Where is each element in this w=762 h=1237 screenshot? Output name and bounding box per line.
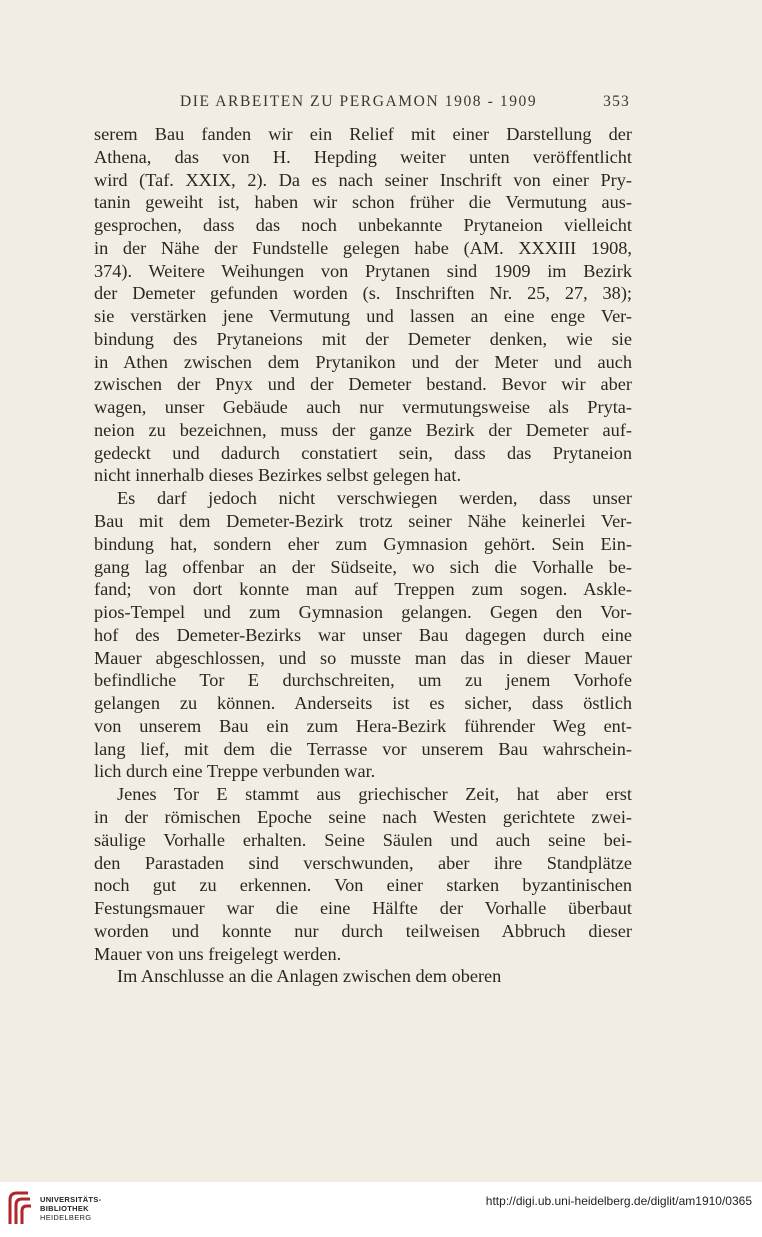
text-line: in Athen zwischen dem Prytanikon und der Meter und auch xyxy=(94,351,632,372)
text-line: nicht innerhalb dieses Bezirkes selbst gelegen hat. xyxy=(94,465,462,486)
text-line: Festungsmauer war die eine Hälfte der Vorhalle überbaut xyxy=(94,898,632,919)
text-line: lang lief, mit dem die Terrasse vor unserem Bau wahrschein- xyxy=(94,738,632,759)
library-name-line1: UNIVERSITÄTS- xyxy=(40,1195,102,1204)
library-name-line3: HEIDELBERG xyxy=(40,1213,92,1222)
university-library-logo-icon[interactable] xyxy=(6,1188,34,1228)
library-name xyxy=(40,1195,101,1222)
text-line: Mauer von uns freigelegt werden. xyxy=(94,943,342,964)
text-line: fand; von dort konnte man auf Treppen zum sogen. Askle- xyxy=(94,579,632,600)
text-line: gedeckt und dadurch constatiert sein, dass das Prytaneion xyxy=(94,442,632,463)
text-line: Bau mit dem Demeter-Bezirk trotz seiner Nähe keinerlei Ver- xyxy=(94,511,632,532)
text-line: serem Bau fanden wir ein Relief mit einer Darstellung der xyxy=(94,124,632,144)
header-title: DIE ARBEITEN ZU PERGAMON 1908 - 1909 xyxy=(180,93,538,110)
text-line: der Demeter gefunden worden (s. Inschriften Nr. 25, 27, 38); xyxy=(94,283,632,304)
text-line: pios-Tempel und zum Gymnasion gelangen. Gegen den Vor- xyxy=(94,602,632,623)
text-line: von unserem Bau ein zum Hera-Bezirk führender Weg ent- xyxy=(94,715,632,736)
text-line: noch gut zu erkennen. Von einer starken byzantinischen xyxy=(94,875,632,896)
text-line: Es darf jedoch nicht verschwiegen werden, dass unser xyxy=(117,488,632,509)
text-line: gang lag offenbar an der Südseite, wo sich die Vorhalle be- xyxy=(94,556,632,577)
text-line: worden und konnte nur durch teilweisen Abbruch dieser xyxy=(94,920,632,941)
text-line: bindung hat, sondern eher zum Gymnasion gehört. Sein Ein- xyxy=(94,533,632,554)
text-line: sie verstärken jene Vermutung und lassen an eine enge Ver- xyxy=(94,306,632,327)
text-line: Athena, das von H. Hepding weiter unten veröffentlicht xyxy=(94,146,632,167)
page-number: 353 xyxy=(603,93,630,110)
text-line: den Parastaden sind verschwunden, aber ihre Standplätze xyxy=(94,852,632,873)
text-line: 374). Weitere Weihungen von Prytanen sind 1909 im Bezirk xyxy=(94,260,632,281)
viewer-footer xyxy=(0,1182,762,1237)
text-line: neion zu bezeichnen, muss der ganze Bezirk der Demeter auf- xyxy=(94,419,632,440)
text-line: gelangen zu können. Anderseits ist es sicher, dass östlich xyxy=(94,693,632,714)
text-line: Im Anschlusse an die Anlagen zwischen dem oberen xyxy=(117,966,502,987)
running-header xyxy=(180,89,630,115)
text-line: bindung des Prytaneions mit der Demeter denken, wie sie xyxy=(94,328,632,349)
text-line: wagen, unser Gebäude auch nur vermutungsweise als Pryta- xyxy=(94,397,632,418)
text-line: wird (Taf. XXIX, 2). Da es nach seiner Inschrift von einer Pry- xyxy=(94,169,632,190)
text-line: in der Nähe der Fundstelle gelegen habe (AM. XXXIII 1908, xyxy=(94,237,632,258)
text-line: in der römischen Epoche seine nach Westen gerichtete zwei- xyxy=(94,806,632,827)
text-line: hof des Demeter-Bezirks war unser Bau dagegen durch eine xyxy=(94,624,632,645)
text-line: säulige Vorhalle erhalten. Seine Säulen und auch seine bei- xyxy=(94,829,632,850)
text-line: gesprochen, dass das noch unbekannte Prytaneion vielleicht xyxy=(94,215,632,236)
text-line: zwischen der Pnyx und der Demeter bestand. Bevor wir aber xyxy=(94,374,632,395)
body-text xyxy=(94,123,632,988)
text-line: befindliche Tor E durchschreiten, um zu jenem Vorhofe xyxy=(94,670,632,691)
text-line: tanin geweiht ist, haben wir schon früher die Vermutung aus- xyxy=(94,192,632,213)
text-line: lich durch eine Treppe verbunden war. xyxy=(94,761,376,782)
text-line: Mauer abgeschlossen, und so musste man das in dieser Mauer xyxy=(94,647,632,668)
text-line: Jenes Tor E stammt aus griechischer Zeit, hat aber erst xyxy=(117,784,632,805)
library-name-line2: BIBLIOTHEK xyxy=(40,1204,89,1213)
page-url-link[interactable]: http://digi.ub.uni-heidelberg.de/diglit/am1910/0365 xyxy=(485,1194,752,1208)
